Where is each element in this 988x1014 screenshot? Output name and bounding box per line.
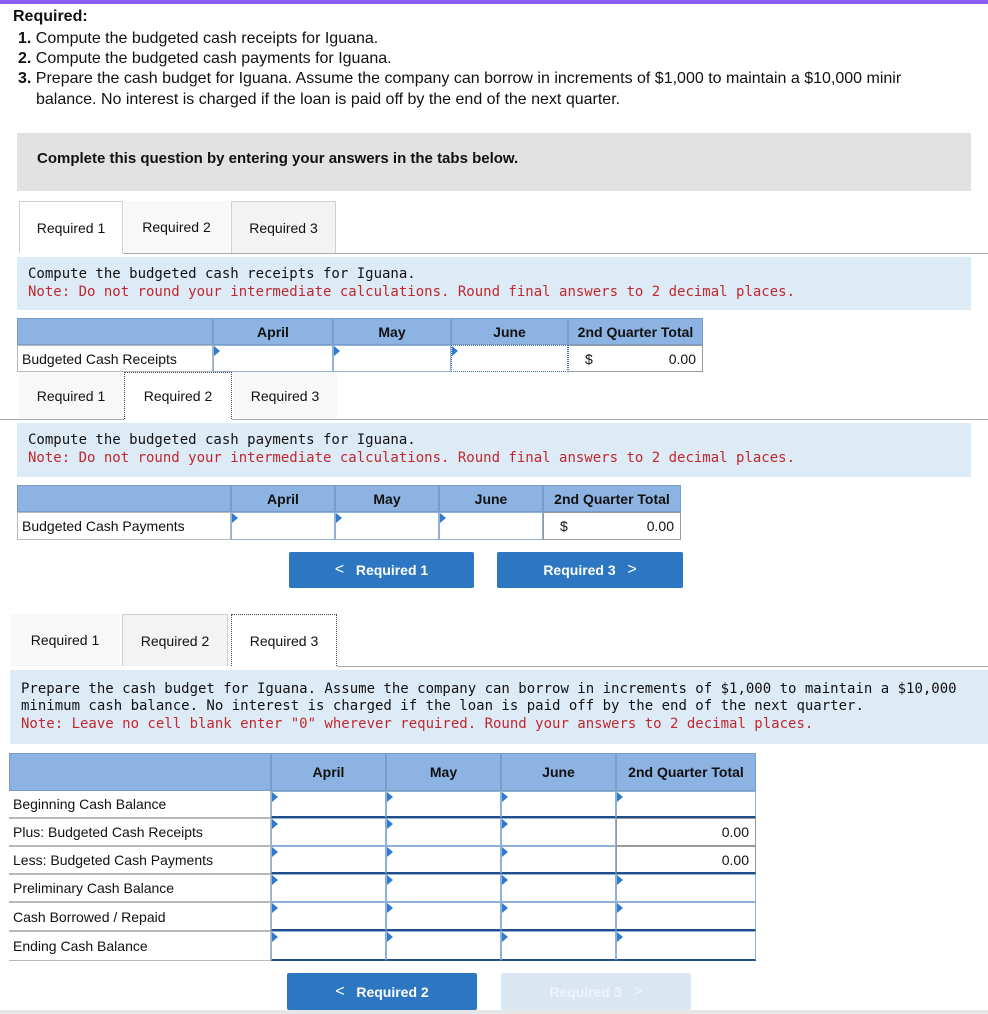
tab-required-1[interactable]: Required 1	[19, 201, 123, 253]
tab-divider-2a	[0, 419, 124, 420]
banner-text: Complete this question by entering your answers in the tabs below.	[37, 150, 519, 167]
next-required-3-button[interactable]	[497, 552, 683, 588]
beginning-may-input[interactable]	[386, 791, 501, 818]
note-text-2: Note: Do not round your intermediate calculations. Round final answers to 2 decimal places.	[28, 450, 796, 466]
table3-col-may: May	[386, 753, 501, 791]
required-item-1: 1. Compute the budgeted cash receipts for Iguana.	[18, 30, 379, 47]
required-item-3: 3. Prepare the cash budget for Iguana. Assume the company can borrow in increments of $1,000 to maintain a $10,000 minir	[18, 70, 902, 87]
ending-june-input[interactable]	[501, 931, 616, 961]
table2-col-june: June	[439, 485, 543, 512]
beginning-april-input[interactable]	[271, 791, 386, 818]
borrowed-april-input[interactable]	[271, 902, 386, 931]
instruction-text-3b: minimum cash balance. No interest is charged if the loan is paid off by the end of the next quarter.	[21, 698, 864, 714]
prev-button-label-3: Required 2	[356, 983, 429, 1000]
ending-total-input[interactable]	[616, 931, 756, 961]
receipts3-may-input[interactable]	[386, 818, 501, 846]
tab-bar-2	[0, 372, 988, 419]
table3-col-total: 2nd Quarter Total	[616, 753, 756, 791]
prev-button-label: Required 1	[355, 562, 429, 578]
table3-row-label-5: Ending Cash Balance	[9, 931, 271, 961]
table1-col-may: May	[333, 318, 451, 345]
instruction-text-2: Compute the budgeted cash payments for Iguana.	[28, 432, 416, 448]
receipts-june-input[interactable]	[451, 345, 568, 372]
required-item-2: 2. Compute the budgeted cash payments for Iguana.	[18, 50, 392, 67]
table1-corner-header	[17, 318, 213, 345]
required-heading: Required:	[13, 8, 88, 25]
tab-required-1[interactable]: Required 1	[10, 614, 120, 666]
borrowed-total-input[interactable]	[616, 902, 756, 931]
table2-row-label: Budgeted Cash Payments	[17, 512, 231, 540]
table3-row-label-1: Plus: Budgeted Cash Receipts	[9, 818, 271, 846]
receipts-april-input[interactable]	[213, 345, 333, 372]
payments3-april-input[interactable]	[271, 846, 386, 874]
receipts3-total-cell	[616, 818, 756, 846]
receipts3-total-value: 0.00	[721, 824, 749, 840]
table3-row-label-3: Preliminary Cash Balance	[9, 874, 271, 902]
table1-col-april: April	[213, 318, 333, 345]
payments-total-cell	[543, 512, 681, 540]
top-accent-bar	[0, 0, 988, 4]
borrowed-june-input[interactable]	[501, 902, 616, 931]
tab-required-3[interactable]: Required 3	[231, 614, 337, 666]
borrowed-may-input[interactable]	[386, 902, 501, 931]
tab-required-2[interactable]: Required 2	[122, 614, 228, 666]
receipts-may-input[interactable]	[333, 345, 451, 372]
preliminary-may-input[interactable]	[386, 874, 501, 902]
note-text-3: Note: Leave no cell blank enter "0" wherever required. Round your answers to 2 decimal places.	[21, 716, 814, 732]
tab-divider-2b	[232, 419, 988, 420]
prev-required-2-button[interactable]	[287, 973, 477, 1010]
tab-bar-3	[0, 614, 988, 666]
receipts3-april-input[interactable]	[271, 818, 386, 846]
table3-row-label-0: Beginning Cash Balance	[9, 791, 271, 818]
instruction-box-3	[10, 670, 988, 744]
instruction-text-1: Compute the budgeted cash receipts for Iguana.	[28, 266, 416, 282]
receipts-total-currency: $	[585, 350, 593, 367]
table1-col-june: June	[451, 318, 568, 345]
table2-col-total: 2nd Quarter Total	[543, 485, 681, 512]
payments-may-input[interactable]	[335, 512, 439, 540]
table1-col-total: 2nd Quarter Total	[568, 318, 703, 345]
tab-required-2[interactable]: Required 2	[124, 201, 229, 253]
receipts-total-cell	[568, 345, 703, 372]
table3-col-april: April	[271, 753, 386, 791]
instruction-box-2	[17, 423, 971, 477]
table1-row-label: Budgeted Cash Receipts	[17, 345, 213, 372]
prev-required-1-button[interactable]	[289, 552, 474, 588]
bottom-border	[0, 1010, 988, 1014]
table2-col-april: April	[231, 485, 335, 512]
ending-may-input[interactable]	[386, 931, 501, 961]
payments3-june-input[interactable]	[501, 846, 616, 874]
beginning-total-input[interactable]	[616, 791, 756, 818]
required-item-3-cont: balance. No interest is charged if the loan is paid off by the end of the next quarter.	[36, 91, 621, 108]
preliminary-june-input[interactable]	[501, 874, 616, 902]
payments3-may-input[interactable]	[386, 846, 501, 874]
payments3-total-value: 0.00	[721, 851, 749, 868]
ending-april-input[interactable]	[271, 931, 386, 961]
chevron-right-icon: >	[633, 982, 643, 1000]
instruction-text-3a: Prepare the cash budget for Iguana. Assume the company can borrow in increments of $1,000 to maintain a $10,000	[21, 681, 957, 697]
preliminary-april-input[interactable]	[271, 874, 386, 902]
tab-bar-1	[0, 201, 988, 253]
chevron-right-icon: >	[627, 561, 637, 578]
tab-required-3[interactable]: Required 3	[231, 201, 336, 253]
tab-required-1[interactable]: Required 1	[19, 372, 123, 419]
note-text-1: Note: Do not round your intermediate calculations. Round final answers to 2 decimal places.	[28, 284, 796, 300]
tab-required-3[interactable]: Required 3	[233, 372, 337, 419]
table3-row-label-4: Cash Borrowed / Repaid	[9, 902, 271, 931]
payments-june-input[interactable]	[439, 512, 543, 540]
next-button-label: Required 3	[543, 562, 616, 578]
payments-total-value: 0.00	[646, 518, 674, 534]
preliminary-total-input[interactable]	[616, 874, 756, 902]
table2-col-may: May	[335, 485, 439, 512]
table2-corner-header	[17, 485, 231, 512]
chevron-left-icon: <	[334, 561, 345, 578]
table3-col-june: June	[501, 753, 616, 791]
chevron-left-icon: <	[335, 982, 345, 1000]
tab-divider-1	[123, 253, 988, 254]
receipts3-june-input[interactable]	[501, 818, 616, 846]
payments-april-input[interactable]	[231, 512, 335, 540]
instruction-box-1	[17, 257, 971, 310]
receipts-total-value: 0.00	[668, 350, 696, 367]
payments-total-currency: $	[560, 518, 568, 534]
payments3-total-cell	[616, 846, 756, 874]
instructions-banner	[17, 133, 971, 191]
tab-required-2[interactable]: Required 2	[124, 372, 232, 419]
beginning-june-input[interactable]	[501, 791, 616, 818]
table3-row-label-2: Less: Budgeted Cash Payments	[9, 846, 271, 874]
tab-divider-3	[337, 666, 988, 667]
next-required-3-button-disabled[interactable]	[501, 973, 691, 1010]
next-button-label-3: Required 3	[549, 983, 622, 1000]
table3-corner-header	[9, 753, 271, 791]
